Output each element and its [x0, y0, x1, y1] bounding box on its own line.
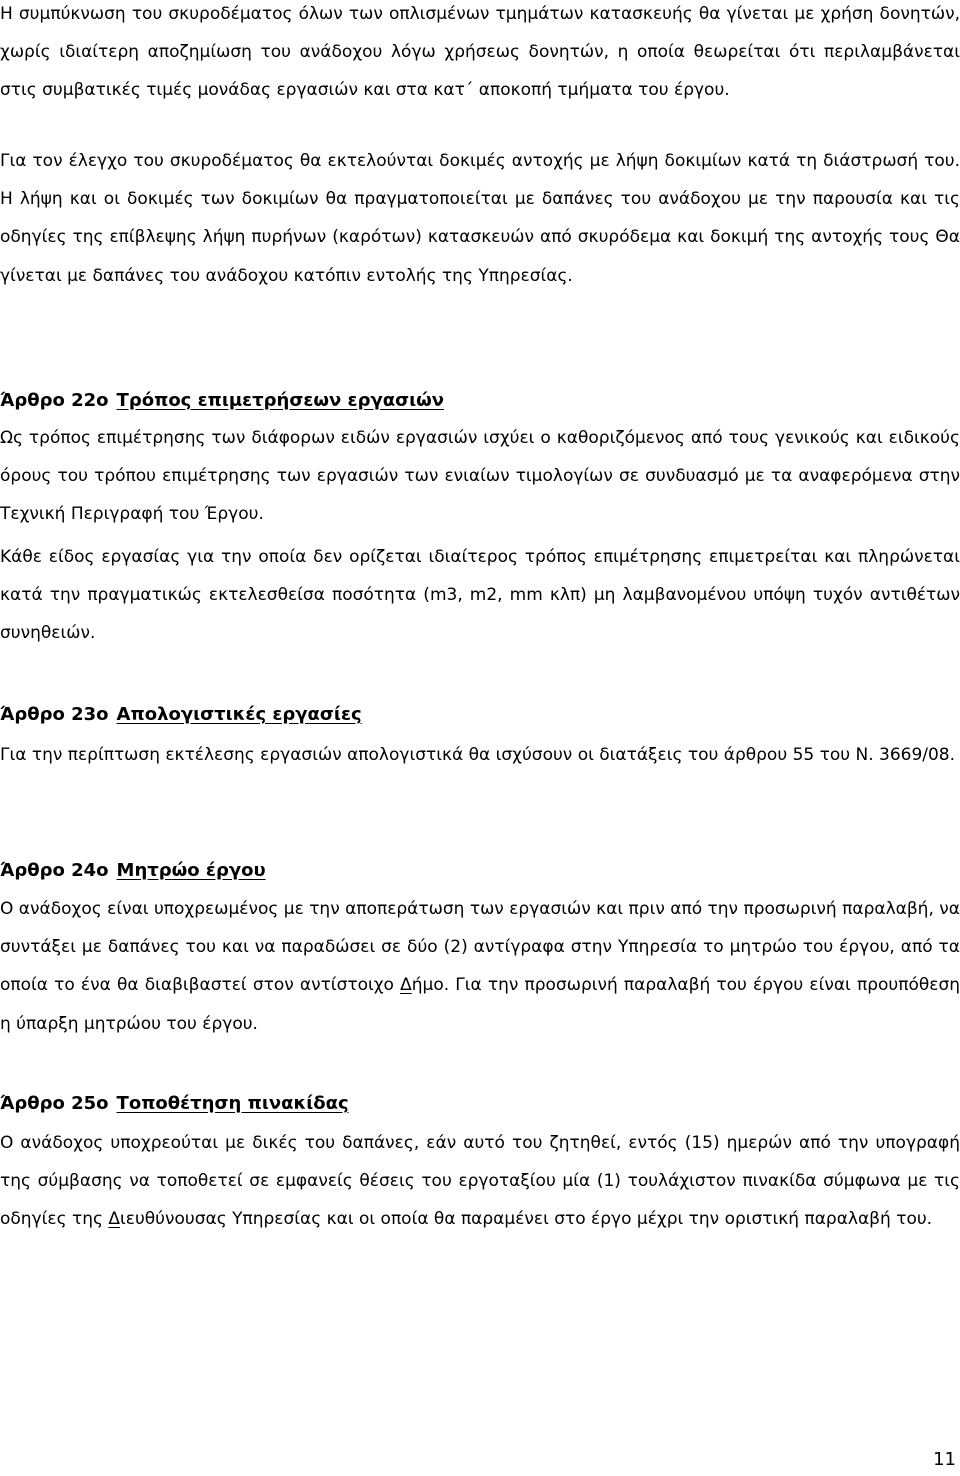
article-24-heading — [0, 852, 960, 890]
intro-paragraph-2: Για τον έλεγχο του σκυροδέματος θα εκτελούνται δοκιμές αντοχής με λήψη δοκιμίων κατά τη διάστρωσή του. Η λήψη και οι δοκιμές των δοκιμίων θα πραγματοποιείται με δαπάνες του ανάδοχου με την παρουσία και τις οδηγίες της επίβλεψης λήψη πυρήνων (καρότων) κατασκευών από σκυρόδεμα και δοκιμή της αντοχής τους Θα γίνεται με δαπάνες του ανάδοχου κατόπιν εντολής της Υπηρεσίας. — [0, 151, 960, 286]
article-24-text-part-2: ήμο. Για την προσωρινή παραλαβή του έργου είναι προυπόθεση η ύπαρξη μητρώου του έργου. — [0, 975, 960, 1034]
article-25-paragraph-1 — [0, 1124, 960, 1239]
article-23-title: Απολογιστικές εργασίες — [116, 704, 362, 725]
article-25-number: Άρθρο 25ο — [0, 1093, 109, 1114]
article-25-heading — [0, 1085, 960, 1123]
article-25-text-part-1: Ο ανάδοχος υποχρεούται με δικές του δαπάνες, εάν αυτό του ζητηθεί, εντός (15) ημερών από την υπογραφή της σύμβασης να τοποθετεί σε εμφανείς θέσεις του εργοταξίου μία (1) τουλάχιστον πινακίδα σύμφωνα με τις οδηγίες της — [0, 1133, 960, 1230]
article-23-paragraph-1: Για την περίπτωση εκτέλεσης εργασιών απολογιστικά θα ισχύσουν οι διατάξεις του άρθρου 55 του Ν. 3669/08. — [0, 745, 956, 765]
article-25-text-part-2: ιευθύνουσας Υπηρεσίας και οι οποία θα παραμένει στο έργο μέχρι την οριστική παραλαβή του. — [120, 1209, 933, 1230]
article-24-number: Άρθρο 24ο — [0, 860, 109, 881]
article-22-paragraph-2: Κάθε είδος εργασίας για την οποία δεν ορίζεται ιδιαίτερος τρόπος επιμέτρησης επιμετρείται και πληρώνεται κατά την πραγματικώς εκτελεσθείσα ποσότητα (m3, m2, mm κλπ) μη λαμβανομένου υπόψη τυχόν αντιθέτων συνηθειών. — [0, 547, 960, 644]
intro-paragraph-1: Η συμπύκνωση του σκυροδέματος όλων των οπλισμένων τμημάτων κατασκευής θα γίνεται με χρήση δονητών, χωρίς ιδιαίτερη αποζημίωση του ανάδοχου λόγω χρήσεως δονητών, η οποία θεωρείται ότι περιλαμβάνεται στις συμβατικές τιμές μονάδας εργασιών και στα κατ΄ αποκοπή τμήματα του έργου. — [0, 4, 960, 101]
article-23-number: Άρθρο 23ο — [0, 704, 109, 725]
article-25-title: Τοποθέτηση πινακίδας — [116, 1093, 349, 1114]
article-22-heading — [0, 382, 960, 420]
article-22-paragraph-1: Ως τρόπος επιμέτρησης των διάφορων ειδών εργασιών ισχύει ο καθοριζόμενος από τους γενικούς και ειδικούς όρους του τρόπου επιμέτρησης των εργασιών των ενιαίων τιμολογίων σε συνδυασμό με τα αναφερόμενα στην Τεχνική Περιγραφή του Έργου. — [0, 428, 960, 525]
article-23-heading — [0, 696, 960, 734]
article-22-title: Τρόπος επιμετρήσεων εργασιών — [116, 390, 445, 411]
page-number: 11 — [933, 1449, 956, 1470]
article-22-number: Άρθρο 22ο — [0, 390, 109, 411]
article-24-paragraph-1 — [0, 890, 960, 1043]
article-24-text-part-1: Ο ανάδοχος είναι υποχρεωμένος με την αποπεράτωση των εργασιών και πριν από την προσωρινή παραλαβή, να συντάξει με δαπάνες του και να παραδώσει σε δύο (2) αντίγραφα στην Υπηρεσία το μητρώο του έργου, από τα οποία το ένα θα διαβιβαστεί στον αντίστοιχο — [0, 899, 960, 996]
article-25-underlined-letter: Δ — [108, 1209, 120, 1230]
article-24-underlined-letter: Δ — [400, 975, 412, 996]
article-24-title: Μητρώο έργου — [116, 860, 266, 881]
